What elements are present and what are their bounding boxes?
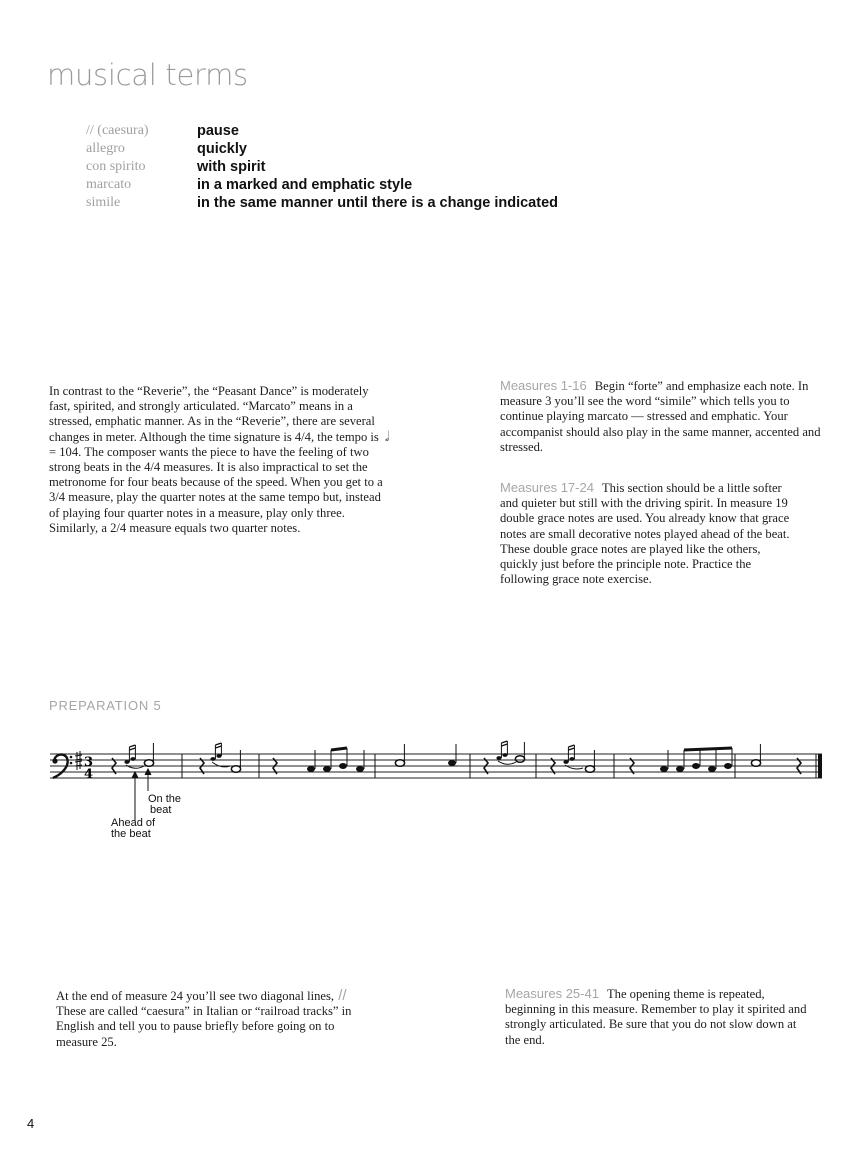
measures-25-41-paragraph xyxy=(505,986,811,1048)
beam xyxy=(684,748,732,750)
intro-paragraph xyxy=(49,384,391,536)
preparation-label: PREPARATION 5 xyxy=(49,698,162,713)
eighth-note-icon xyxy=(323,766,331,772)
half-note-icon xyxy=(144,760,153,767)
half-note-icon xyxy=(231,766,240,773)
grace-notes-icon xyxy=(124,745,144,768)
term-name: // (caesura) xyxy=(86,123,149,138)
eighth-note-icon xyxy=(676,766,684,772)
term-definition: in a marked and emphatic style xyxy=(197,177,413,193)
measures-25-41-text: The opening theme is repeated, beginning in this measure. Remember to play it spirited and strongly articulated. Be sure that you do not slow down at the end. xyxy=(505,987,807,1047)
quarter-note-icon xyxy=(448,760,456,766)
eighth-note-icon xyxy=(692,763,700,769)
time-signature-top: 3 xyxy=(84,755,94,770)
terms-list xyxy=(86,122,558,212)
eighth-note-icon xyxy=(708,766,716,772)
arrow-icon xyxy=(132,772,138,821)
half-note-icon xyxy=(585,766,594,773)
grace-notes-icon xyxy=(496,741,516,764)
on-the-beat-label: On the beat xyxy=(148,793,182,816)
term-row xyxy=(86,194,558,212)
term-name: simile xyxy=(86,195,121,210)
term-row xyxy=(86,158,558,176)
ahead-of-the-beat-label: Ahead of the beat xyxy=(111,817,156,840)
beam xyxy=(331,748,347,750)
measures-17-24-paragraph xyxy=(500,480,800,587)
page-number: 4 xyxy=(27,1116,35,1131)
half-note-icon xyxy=(751,760,760,767)
term-row xyxy=(86,176,558,194)
half-note-icon xyxy=(515,756,524,763)
measures-17-24-text: This section should be a little softer and quieter but still with the driving spirit. In measure 19 double grace notes are used. You already know that grace notes are small decorative notes played ahead of the beat. These double grace notes are played like the others, quickly just before the principle note. Practice the following grace note exercise. xyxy=(500,481,790,587)
quarter-note-icon xyxy=(307,766,315,772)
half-note-icon: 𝅗𝅥 xyxy=(384,428,390,445)
term-name: marcato xyxy=(86,177,132,192)
measures-1-16-text: Begin “forte” and emphasize each note. In measure 3 you’ll see the word “simile” which tells you to continue playing marcato — stressed and emphatic. Your accompanist should also play in the same manner, accented and stressed. xyxy=(500,379,821,454)
quarter-note-icon xyxy=(660,766,668,772)
term-definition: quickly xyxy=(197,141,247,157)
caesura-paragraph xyxy=(56,988,374,1050)
half-note-icon xyxy=(395,760,404,767)
eighth-note-icon xyxy=(724,763,732,769)
eighth-note-icon xyxy=(339,763,347,769)
measures-1-16-heading: Measures 1-16 xyxy=(500,378,587,393)
page-title: musical terms xyxy=(47,58,248,92)
term-row xyxy=(86,140,558,158)
term-definition: pause xyxy=(197,123,239,139)
grace-notes-icon xyxy=(563,745,583,769)
term-row xyxy=(86,122,558,140)
quarter-note-icon xyxy=(356,766,364,772)
intro-text-2: = 104. The composer wants the piece to have the feeling of two strong beats in the 4/4 measures. It is also impractical to set the metronome for four beats because of the speed. When you get to a 3/4 measure, play the quarter notes at the same tempo but, instead of playing four quarter notes in a measure, play only three. Similarly, a 2/4 measure equals two quarter notes. xyxy=(49,444,383,535)
caesura-text-2: These are called “caesura” in Italian or “railroad tracks” in English and tell you to pause briefly before going on to measure 25. xyxy=(56,1004,352,1049)
measures-1-16-paragraph xyxy=(500,378,822,455)
measures-17-24-heading: Measures 17-24 xyxy=(500,480,594,495)
term-definition: in the same manner until there is a change indicated xyxy=(197,195,558,211)
term-name: con spirito xyxy=(86,159,146,174)
staff-lines xyxy=(50,754,822,778)
caesura-mark: // xyxy=(334,987,347,1004)
time-signature-bottom: 4 xyxy=(84,767,94,782)
measures-25-41-heading: Measures 25-41 xyxy=(505,986,599,1001)
final-barline xyxy=(818,754,822,778)
intro-text-1: In contrast to the “Reverie”, the “Peasant Dance” is moderately fast, spirited, and strongly articulated. “Marcato” means in a stressed, emphatic manner. As in the “Reverie”, there are several changes in meter. Although the time signature is 4/4, the tempo is xyxy=(49,384,379,444)
term-definition: with spirit xyxy=(197,159,266,175)
arrow-icon xyxy=(145,769,151,791)
caesura-text-1: At the end of measure 24 you’ll see two diagonal lines, xyxy=(56,989,335,1003)
grace-notes-icon xyxy=(210,743,230,767)
term-name: allegro xyxy=(86,141,125,156)
